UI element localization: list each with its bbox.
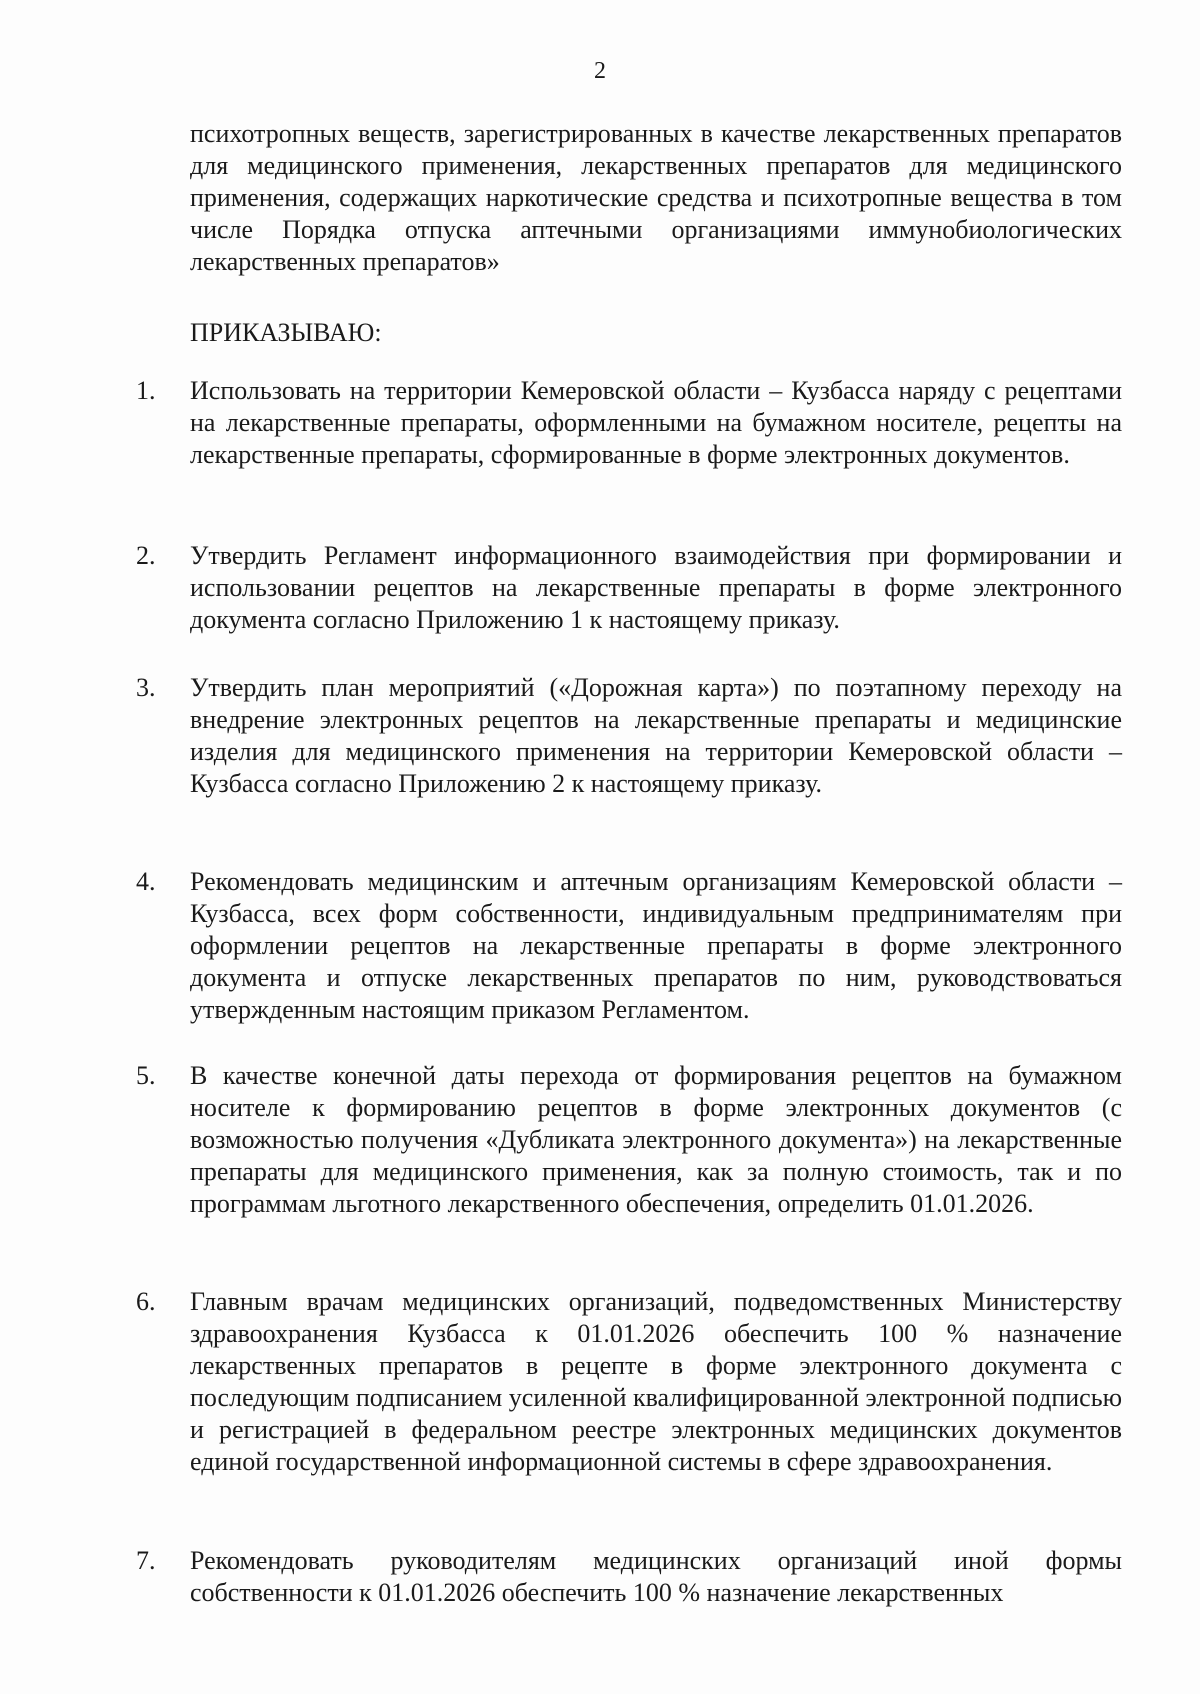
order-item [136, 540, 1122, 636]
item-number: 2. [136, 541, 156, 570]
item-number: 6. [136, 1287, 156, 1316]
item-text: Утвердить Регламент информационного взаимодействия при формировании и использовании рецептов на лекарственные препараты в форме электронного документа согласно Приложению 1 к настоящему приказу. [190, 541, 1122, 634]
order-heading: ПРИКАЗЫВАЮ: [190, 318, 382, 347]
item-number: 3. [136, 673, 156, 702]
item-text: В качестве конечной даты перехода от формирования рецептов на бумажном носителе к формированию рецептов в форме электронных документов (с возможностью получения «Дубликата электронного документа») на лекарственные препараты для медицинского применения, как за полную стоимость, так и по программам льготного лекарственного обеспечения, определить 01.01.2026. [190, 1061, 1122, 1218]
item-text: Использовать на территории Кемеровской области – Кузбасса наряду с рецептами на лекарственные препараты, оформленными на бумажном носителе, рецепты на лекарственные препараты, сформированные в форме электронных документов. [190, 376, 1122, 469]
item-number: 5. [136, 1061, 156, 1090]
intro-paragraph: психотропных веществ, зарегистрированных в качестве лекарственных препаратов для медицинского применения, лекарственных препаратов для медицинского применения, содержащих наркотические средства и психотропные вещества в том числе Порядка отпуска аптечными организациями иммунобиологических лекарственных препаратов» [190, 119, 1122, 276]
item-text: Главным врачам медицинских организаций, подведомственных Министерству здравоохранения Кузбасса к 01.01.2026 обеспечить 100 % назначение лекарственных препаратов в рецепте в форме электронного документа с последующим подписанием усиленной квалифицированной электронной подписью и регистрацией в федеральном реестре электронных медицинских документов единой государственной информационной системы в сфере здравоохранения. [190, 1287, 1122, 1476]
order-item [136, 375, 1122, 471]
item-text: Утвердить план мероприятий («Дорожная карта») по поэтапному переходу на внедрение электронных рецептов на лекарственные препараты и медицинские изделия для медицинского применения на территории Кемеровской области – Кузбасса согласно Приложению 2 к настоящему приказу. [190, 673, 1122, 798]
order-item [136, 866, 1122, 1026]
item-number: 4. [136, 867, 156, 896]
item-number: 7. [136, 1546, 156, 1575]
page-number: 2 [594, 58, 606, 84]
order-item [136, 1060, 1122, 1220]
item-number: 1. [136, 376, 156, 405]
item-text: Рекомендовать медицинским и аптечным организациям Кемеровской области – Кузбасса, всех форм собственности, индивидуальным предпринимателям при оформлении рецептов на лекарственные препараты в форме электронного документа и отпуске лекарственных препаратов по ним, руководствоваться утвержденным настоящим приказом Регламентом. [190, 867, 1122, 1024]
order-item [136, 672, 1122, 800]
order-item [136, 1286, 1122, 1478]
order-item [136, 1545, 1122, 1609]
item-text: Рекомендовать руководителям медицинских организаций иной формы собственности к 01.01.2026 обеспечить 100 % назначение лекарственных [190, 1546, 1122, 1607]
